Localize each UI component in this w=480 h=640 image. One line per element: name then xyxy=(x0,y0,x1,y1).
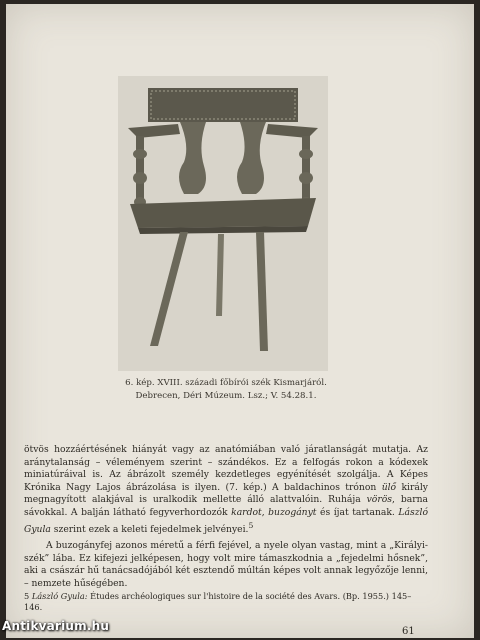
book-page xyxy=(6,4,474,638)
caption-line-2: Debrecen, Déri Múzeum. Lsz.; V. 54.28.1. xyxy=(135,391,317,401)
text-run: király megnagyított alakjával is uralkodik mellette álló alattvalóin. Ruhája xyxy=(24,481,428,506)
italic-run: ülő xyxy=(381,481,397,493)
text-run: ötvös hozzáértésének hiányát vagy az anatómiában való járatlanságát mutatja. Az aránytalanság – véleményem szerint – szándékos. Ez a felfogás rokon a kódexek miniatúráival is. Az ábrázolt személy kezdetleges egyénítését szolgálja. A Képes Krónika Nagy Lajos ábrázolása is ilyen. (7. kép.) A baldachinos trónon xyxy=(24,444,428,493)
italic-run: vörös xyxy=(366,494,392,506)
footnote-author: László Gyula: xyxy=(31,591,88,601)
footnote xyxy=(24,591,424,613)
chair-photograph xyxy=(118,76,328,371)
paragraph-1 xyxy=(24,444,428,536)
text-run: szerint ezek a keleti fejedelmek jelvényei. xyxy=(50,523,249,535)
italic-run: buzogányt xyxy=(268,506,317,518)
site-watermark: Antikvarium.hu xyxy=(2,619,110,633)
text-run: , xyxy=(261,506,269,518)
italic-run: kardot xyxy=(231,506,262,518)
italic-run: László Gyula xyxy=(24,506,429,535)
page-number: 61 xyxy=(402,626,415,637)
text-run: , barna sávokkal. A balján látható fegyverhordozók xyxy=(24,494,428,518)
footnote-number: 5 xyxy=(24,591,30,601)
figure-caption xyxy=(106,377,346,403)
chair-illustration xyxy=(118,76,328,371)
caption-line-1: 6. kép. XVIII. századi főbírói szék Kismarjáról. xyxy=(125,378,327,388)
paragraph-2: A buzogányfej azonos méretű a férfi fejével, a nyele olyan vastag, mint a „Királyi-szék” lába. Ez kifejezi jelképesen, hogy volt mire támaszkodnia a „fejedelmi hősnek”, aki a császár hű tanácsadójából két esztendő múltán képes volt annak legyőzője lenni, – nemzete hűségében. xyxy=(24,540,428,589)
body-text xyxy=(24,444,428,591)
footnote-text: Études archéologiques sur l'histoire de la société des Avars. (Bp. 1955.) 145–146. xyxy=(24,591,412,612)
footnote-reference: 5 xyxy=(248,520,254,530)
text-run: és íjat tartanak. xyxy=(316,506,399,518)
